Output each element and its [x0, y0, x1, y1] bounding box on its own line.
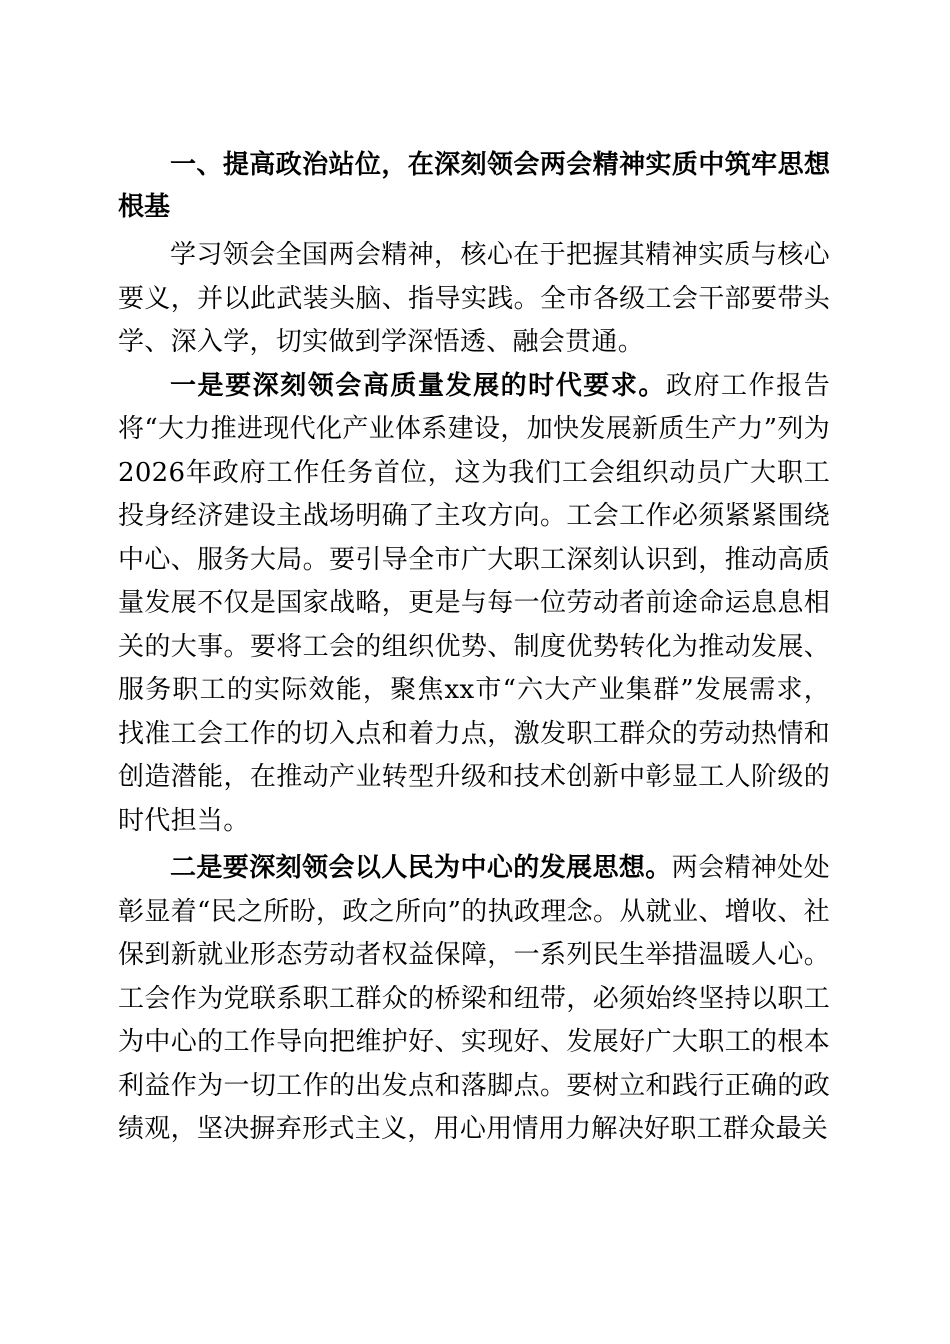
section-heading: 一、提高政治站位，在深刻领会两会精神实质中筑牢思想根基 [118, 150, 830, 222]
paragraph-point-two-text: 两会精神处处彰显着“民之所盼，政之所向”的执政理念。从就业、增收、社保到新就业形态劳动者权益保障，一系列民生举措温暖人心。工会作为党联系职工群众的桥梁和纽带，必须始终坚持以职工为中心的工作导向把维护好、实现好、发展好广大职工的根本利益作为一切工作的出发点和落脚点。要树立和践行正确的政绩观，坚决摒弃形式主义，用心用情用力解决好职工群众最关 [118, 853, 830, 1144]
paragraph-point-one [118, 365, 830, 844]
paragraph-point-two [118, 847, 830, 1152]
paragraph-intro-text: 学习领会全国两会精神，核心在于把握其精神实质与核心要义，并以此武装头脑、指导实践。全市各级工会干部要带头学、深入学，切实做到学深悟透、融会贯通。 [118, 240, 830, 357]
paragraph-point-one-lead: 一是要深刻领会高质量发展的时代要求。 [170, 370, 666, 401]
paragraph-point-one-text: 政府工作报告将“大力推进现代化产业体系建设，加快发展新质生产力”列为2026年政府工作任务首位，这为我们工会组织动员广大职工投身经济建设主战场明确了主攻方向。工会工作必须紧紧围绕中心、服务大局。要引导全市广大职工深刻认识到，推动高质量发展不仅是国家战略，更是与每一位劳动者前途命运息息相关的大事。要将工会的组织优势、制度优势转化为推动发展、服务职工的实际效能，聚焦xx市“六大产业集群”发展需求，找准工会工作的切入点和着力点，激发职工群众的劳动热情和创造潜能，在推动产业转型升级和技术创新中彰显工人阶级的时代担当。 [118, 370, 831, 836]
document-page [118, 144, 830, 1152]
paragraph-point-two-lead: 二是要深刻领会以人民为中心的发展思想。 [170, 853, 672, 883]
paragraph-intro [118, 234, 830, 365]
